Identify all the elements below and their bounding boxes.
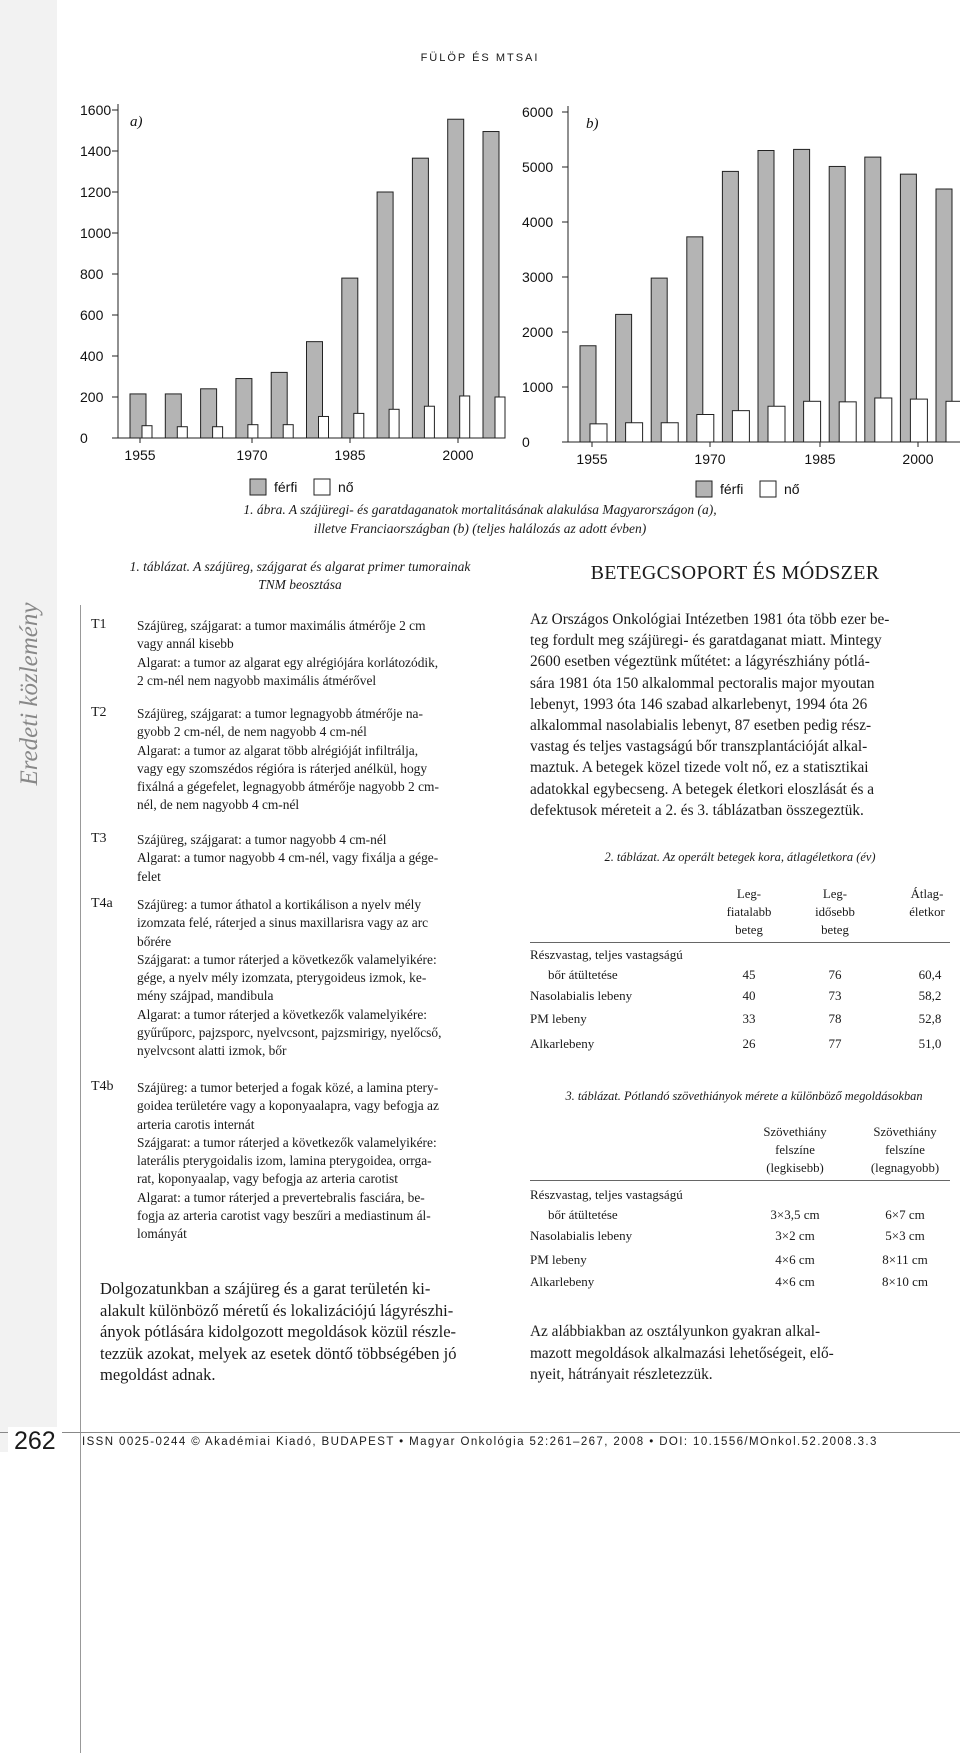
running-header: FÜLÖP ÉS MTSAI	[420, 52, 540, 64]
outro-paragraph	[530, 1321, 958, 1386]
tnm-line: laterális pterygoidalis izom, lamina pterygoidea, orrga-	[137, 1153, 432, 1169]
table-row	[530, 1228, 950, 1250]
tnm-line: Algarat: a tumor az algarat egy alrégiójára korlátozódik,	[137, 654, 439, 670]
bar-female	[213, 427, 223, 438]
table-header-cell: Átlag- életkor	[909, 887, 945, 919]
bar-female	[319, 416, 329, 438]
table-cell: 4×6 cm	[775, 1274, 815, 1289]
tnm-line: Algarat: a tumor nagyobb 4 cm-nél, vagy fixálja a gége-	[137, 850, 439, 866]
section-heading: BETEGCSOPORT ÉS MÓDSZER	[590, 562, 880, 584]
tnm-line: fixálná a gégefelet, legnagyobb átmérője nagyobb 2 cm-	[137, 779, 439, 795]
bar-male	[377, 192, 393, 438]
text-line: mazott megoldások alkalmazási lehetőségeit, elő-	[530, 1344, 834, 1362]
tnm-table	[80, 605, 511, 1753]
tnm-description	[137, 831, 509, 886]
text-line: adatokkal egybecseng. A betegek életkori eloszlását és a	[530, 780, 875, 798]
sidebar-label: Eredeti közlemény	[16, 602, 43, 786]
tnm-line: felet	[137, 868, 161, 884]
table-cell: 78	[828, 1011, 842, 1026]
panel-label: a)	[130, 114, 143, 130]
footer-text: ISSN 0025-0244 © Akadémiai Kiadó, BUDAPEST • Magyar Onkológia 52:261–267, 2008 • DOI: 10.1556/MOnkol.52.2008.3.3	[82, 1436, 878, 1448]
method-paragraph	[530, 609, 958, 821]
tnm-line: fogja az arteria carotist vagy beszűri a mediastinum ál-	[137, 1208, 431, 1224]
table-header-cell: Leg- idősebb beteg	[815, 887, 855, 937]
figure-caption	[150, 500, 810, 538]
tnm-line: Szájüreg: a tumor áthatol a kortikálison a nyelv mély	[137, 897, 422, 912]
table3	[530, 1118, 950, 1298]
tnm-line: Szájgarat: a tumor ráterjed a következők valamelyikére:	[137, 1134, 437, 1150]
bar-female	[590, 424, 607, 442]
tnm-stage-label: T1	[91, 617, 107, 632]
text-line: alakult különböző méretű és lokalizációjú lágyrészhi-	[100, 1300, 454, 1320]
y-tick-label: 1600	[80, 102, 112, 118]
table-row-label: Alkarlebeny	[530, 1036, 595, 1051]
x-tick-label: 1955	[576, 451, 608, 467]
text-line: Dolgozatunkban a szájüreg és a garat területén ki-	[100, 1279, 431, 1298]
y-tick-label: 1000	[80, 225, 112, 241]
tnm-line: Szájüreg, szájgarat: a tumor legnagyobb átmérője na-	[137, 706, 423, 721]
chart-a	[78, 96, 513, 496]
y-tick-label: 0	[80, 430, 88, 446]
chart-b	[520, 96, 960, 501]
table2	[530, 880, 950, 1060]
text-line: nyeit, hátrányait részletezzük.	[530, 1366, 713, 1383]
table-header-cell: Szövethiány felszíne (legnagyobb)	[870, 1125, 940, 1175]
legend-label-female: nő	[784, 481, 800, 497]
table-row-label: PM lebeny	[530, 1252, 587, 1267]
bar-female	[697, 415, 714, 443]
tnm-line: arteria carotis internát	[137, 1116, 255, 1132]
bar-male	[829, 166, 845, 442]
x-tick-label: 1985	[334, 447, 366, 463]
bar-male	[412, 158, 428, 438]
bar-female	[495, 397, 505, 438]
text-line: Az alábbiakban az osztályunkon gyakran alkal-	[530, 1323, 821, 1340]
legend-swatch-male	[696, 481, 712, 497]
table-cell: 5×3 cm	[885, 1228, 925, 1243]
figure-caption-line2: illetve Franciaországban (b) (teljes halálozás az adott évben)	[313, 521, 647, 536]
tnm-stage-label: T4b	[91, 1079, 114, 1094]
legend-swatch-female	[760, 481, 776, 497]
tnm-line: nyelvcsont alatti izmok, bőr	[137, 1043, 287, 1059]
tnm-line: gége, a nyelv mély izomzata, pterygoideus izmok, ke-	[137, 970, 427, 986]
panel-label: b)	[586, 116, 599, 132]
intro-paragraph	[100, 1278, 508, 1386]
table-row-label: Alkarlebeny	[530, 1274, 595, 1289]
bar-female	[910, 399, 927, 442]
tnm-line: vagy annál kisebb	[137, 636, 234, 652]
text-line: lebenyt, 1993 óta 146 szabad alkarlebenyt, 1994 óta 26	[530, 695, 868, 713]
bar-male	[687, 237, 703, 442]
bar-female	[283, 425, 293, 438]
table-header-cell: Leg- fiatalabb beteg	[726, 887, 772, 937]
legend-label-female: nő	[338, 479, 354, 495]
bar-male	[483, 132, 499, 438]
table2-caption: 2. táblázat. Az operált betegek kora, átlagéletkora (év)	[604, 850, 876, 864]
table1-caption-line1: 1. táblázat. A szájüreg, szájgarat és algarat primer tumorainak	[129, 559, 471, 574]
y-tick-label: 1200	[80, 184, 112, 200]
x-tick-label: 1970	[236, 447, 268, 463]
text-line: teg fordult meg szájüregi- és garatdaganat miatt. Mintegy	[530, 632, 882, 650]
table-cell: 76	[828, 967, 842, 982]
text-line: Az Országos Onkológiai Intézetben 1981 óta több ezer be-	[530, 611, 890, 628]
bar-female	[732, 411, 749, 442]
table-row-label: bőr átültetése	[548, 1207, 618, 1222]
table-rule	[530, 942, 950, 943]
y-tick-label: 5000	[522, 159, 554, 175]
bar-female	[804, 401, 821, 442]
tnm-stage-label: T3	[91, 831, 107, 846]
table-cell: 45	[742, 967, 756, 982]
text-line: vastag és teljes vastagságú bőr transzplantációját alkal-	[530, 738, 868, 756]
chart-b-svg	[520, 96, 960, 501]
y-tick-label: 4000	[522, 214, 554, 230]
table-row-label-line: Részvastag, teljes vastagságú	[530, 947, 683, 962]
legend-swatch-female	[314, 479, 330, 495]
bar-female	[768, 406, 785, 442]
tnm-line: Szájüreg, szájgarat: a tumor maximális átmérője 2 cm	[137, 618, 426, 633]
tnm-line: Szájüreg: a tumor beterjed a fogak közé, a lamina ptery-	[137, 1080, 439, 1095]
table-cell: 8×10 cm	[882, 1274, 928, 1289]
bar-female	[661, 423, 678, 442]
bar-female	[142, 426, 152, 438]
table-cell: 8×11 cm	[882, 1252, 928, 1267]
text-line: defektusok méreteit a 2. és 3. táblázatban összegeztük.	[530, 801, 864, 819]
table3-caption: 3. táblázat. Pótlandó szövethiányok mérete a különböző megoldásokban	[565, 1089, 923, 1103]
table-cell: 4×6 cm	[775, 1252, 815, 1267]
bar-male	[722, 171, 738, 442]
bar-female	[839, 402, 856, 442]
table-row	[530, 988, 950, 1010]
tnm-line: Algarat: a tumor az algarat több alrégióját infiltrálja,	[137, 742, 419, 758]
y-tick-label: 2000	[522, 324, 554, 340]
footer-rule	[0, 1432, 960, 1433]
table-row-label-line: Részvastag, teljes vastagságú	[530, 1187, 683, 1202]
bar-female	[875, 398, 892, 442]
page-number: 262	[8, 1427, 62, 1456]
x-tick-label: 2000	[902, 451, 934, 467]
tnm-line: nél, de nem nagyobb 4 cm-nél	[137, 797, 300, 813]
x-tick-label: 2000	[442, 447, 474, 463]
table-header-cell: Szövethiány felszíne (legkisebb)	[763, 1125, 827, 1175]
tnm-line: gyűrűporc, pajzsporc, nyelvcsont, pajzsmirigy, nyelőcső,	[137, 1025, 442, 1041]
table-cell: 3×3,5 cm	[770, 1207, 820, 1222]
bar-female	[248, 425, 258, 438]
legend-swatch-male	[250, 479, 266, 495]
table-cell: 51,0	[918, 1036, 942, 1051]
table-cell: 58,2	[918, 988, 942, 1003]
table-cell: 3×2 cm	[775, 1228, 815, 1243]
x-tick-label: 1955	[124, 447, 156, 463]
text-line: maztuk. A betegek közel tizede volt nő, ez a statisztikai	[530, 759, 869, 777]
legend-label-male: férfi	[720, 481, 744, 497]
tnm-line: izomzata felé, ráterjed a sinus maxillarisra vagy az arc	[137, 915, 429, 931]
x-tick-label: 1985	[804, 451, 836, 467]
table-cell: 60,4	[918, 967, 942, 982]
tnm-line: mény szájpad, mandibula	[137, 988, 274, 1004]
text-line: sára 1981 óta 150 alkalommal pectoralis major myoutan	[530, 674, 875, 692]
bar-female	[177, 427, 187, 438]
tnm-line: Algarat: a tumor ráterjed a prevertebralis fasciára, be-	[137, 1189, 425, 1205]
table1-caption	[110, 558, 490, 594]
tnm-stage-label: T4a	[91, 896, 113, 911]
tnm-line: Algarat: a tumor ráterjed a következők valamelyikére:	[137, 1006, 427, 1022]
table-cell: 33	[742, 1011, 756, 1026]
figure-caption-line1: 1. ábra. A szájüregi- és garatdaganatok mortalitásának alakulása Magyarországon (a),	[243, 502, 717, 517]
y-tick-label: 600	[80, 307, 104, 323]
table-row-label: PM lebeny	[530, 1011, 587, 1026]
y-tick-label: 3000	[522, 269, 554, 285]
y-tick-label: 0	[522, 434, 530, 450]
bar-female	[946, 401, 960, 442]
tnm-line: vagy egy szomszédos régióra is ráterjed anélkül, hogy	[137, 760, 428, 776]
bar-female	[424, 406, 434, 438]
text-line: megoldást adnak.	[100, 1365, 216, 1384]
tnm-line: Szájgarat: a tumor ráterjed a következők valamelyikére:	[137, 951, 437, 967]
text-line: alkalommal nasolabialis lebenyt, 87 esetben pedig rész-	[530, 717, 872, 735]
table-row	[530, 1036, 950, 1058]
table-row-label: Nasolabialis lebeny	[530, 1228, 633, 1243]
bar-female	[354, 413, 364, 438]
x-tick-label: 1970	[694, 451, 726, 467]
bar-female	[626, 423, 643, 442]
table-row	[530, 967, 950, 989]
y-tick-label: 400	[80, 348, 104, 364]
tnm-line: lományát	[137, 1226, 187, 1242]
table-cell: 40	[742, 988, 756, 1003]
table-row	[530, 1011, 950, 1033]
y-tick-label: 1400	[80, 143, 112, 159]
table-cell: 77	[828, 1036, 842, 1051]
table-row-label: bőr átültetése	[548, 967, 618, 982]
bar-male	[448, 119, 464, 438]
y-tick-label: 800	[80, 266, 104, 282]
text-line: ányok pótlására kidolgozott megoldások közül részle-	[100, 1322, 457, 1341]
table-cell: 6×7 cm	[885, 1207, 925, 1222]
legend-label-male: férfi	[274, 479, 298, 495]
tnm-line: Szájüreg, szájgarat: a tumor nagyobb 4 cm-nél	[137, 832, 387, 847]
table-rule	[530, 1180, 950, 1181]
tnm-line: rat, koponyaalap, vagy befogja az arteria carotist	[137, 1171, 398, 1187]
tnm-description	[137, 896, 509, 1061]
tnm-line: 2 cm-nél nem nagyobb maximális átmérővel	[137, 672, 377, 688]
table-cell: 52,8	[918, 1011, 942, 1026]
table-row	[530, 1274, 950, 1296]
table-cell: 73	[828, 988, 842, 1003]
tnm-line: bőrére	[137, 933, 172, 949]
bar-male	[758, 151, 774, 443]
y-tick-label: 6000	[522, 104, 554, 120]
text-line: tezzük azokat, melyek az esetek döntő többségében jó	[100, 1343, 457, 1363]
text-line: 2600 esetben végeztünk műtétet: a lágyrészhiány pótlá-	[530, 653, 870, 671]
tnm-line: goidea területére vagy a koponyaalapra, vagy befogja az	[137, 1098, 439, 1114]
chart-a-svg	[78, 96, 513, 496]
tnm-description	[137, 705, 509, 815]
table1-caption-line2: TNM beosztása	[258, 577, 342, 592]
bar-male	[651, 278, 667, 442]
table-cell: 26	[742, 1036, 756, 1051]
table-row	[530, 1207, 950, 1229]
bar-female	[389, 409, 399, 438]
bar-female	[460, 396, 470, 438]
y-tick-label: 200	[80, 389, 104, 405]
tnm-stage-label: T2	[91, 705, 107, 720]
y-tick-label: 1000	[522, 379, 554, 395]
table-row-label: Nasolabialis lebeny	[530, 988, 633, 1003]
tnm-description	[137, 1079, 509, 1244]
table-row	[530, 1252, 950, 1274]
bar-male	[794, 149, 810, 442]
tnm-description	[137, 617, 509, 690]
tnm-line: gyobb 2 cm-nél, de nem nagyobb 4 cm-nél	[137, 724, 367, 740]
